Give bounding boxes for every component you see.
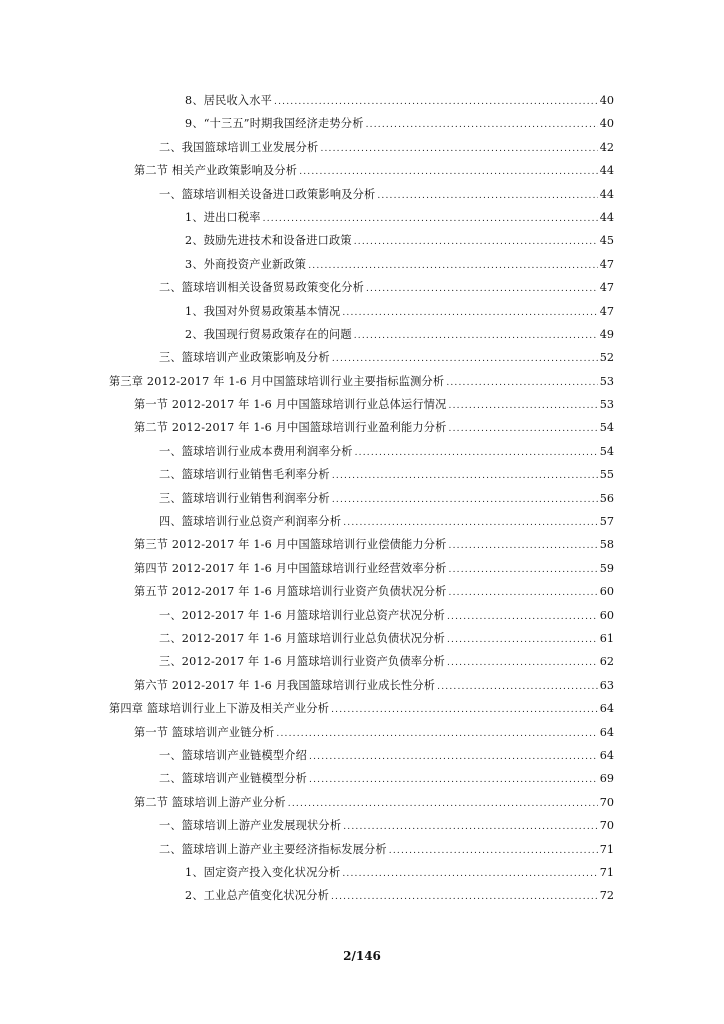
toc-entry[interactable] bbox=[0, 721, 724, 744]
dot-leader bbox=[299, 161, 598, 184]
toc-entry-title: 一、篮球培训上游产业发展现状分析 bbox=[159, 819, 342, 833]
toc-entry-page: 71 bbox=[599, 842, 614, 856]
toc-entry[interactable] bbox=[0, 674, 724, 697]
dot-leader bbox=[449, 559, 598, 582]
dot-leader bbox=[389, 840, 598, 863]
toc-entry-title: 二、篮球培训相关设备贸易政策变化分析 bbox=[159, 281, 364, 295]
toc-entry[interactable] bbox=[0, 206, 724, 229]
dot-leader bbox=[309, 769, 598, 792]
toc-entry-title: 一、篮球培训产业链模型介绍 bbox=[159, 748, 308, 762]
toc-entry[interactable] bbox=[0, 253, 724, 276]
dot-leader bbox=[447, 606, 598, 629]
toc-entry-page: 44 bbox=[599, 187, 614, 201]
dot-leader bbox=[343, 816, 598, 839]
dot-leader bbox=[332, 489, 598, 512]
toc-entry[interactable] bbox=[0, 183, 724, 206]
toc-entry-page: 42 bbox=[599, 140, 614, 154]
toc-entry-title: 二、篮球培训行业销售毛利率分析 bbox=[159, 468, 330, 482]
toc-entry-title: 9、“十三五”时期我国经济走势分析 bbox=[185, 117, 364, 131]
dot-leader bbox=[320, 138, 597, 161]
toc-entry-title: 第四节 2012-2017 年 1-6 月中国篮球培训行业经营效率分析 bbox=[134, 561, 447, 575]
toc-entry-title: 3、外商投资产业新政策 bbox=[185, 257, 307, 271]
dot-leader bbox=[276, 723, 597, 746]
dot-leader bbox=[342, 302, 597, 325]
dot-leader bbox=[309, 746, 598, 769]
toc-entry[interactable] bbox=[0, 416, 724, 439]
dot-leader bbox=[447, 652, 598, 675]
toc-entry[interactable] bbox=[0, 300, 724, 323]
toc-entry[interactable] bbox=[0, 276, 724, 299]
toc-entry[interactable] bbox=[0, 487, 724, 510]
toc-entry-page: 47 bbox=[599, 281, 614, 295]
dot-leader bbox=[342, 863, 597, 886]
toc-entry-page: 60 bbox=[599, 608, 614, 622]
toc-entry[interactable] bbox=[0, 346, 724, 369]
toc-entry-page: 56 bbox=[599, 491, 614, 505]
toc-entry-title: 一、篮球培训行业成本费用利润率分析 bbox=[159, 444, 353, 458]
toc-entry-page: 63 bbox=[599, 678, 614, 692]
toc-entry-title: 三、2012-2017 年 1-6 月篮球培训行业资产负债率分析 bbox=[159, 655, 445, 669]
toc-entry-page: 72 bbox=[599, 889, 614, 903]
toc-entry[interactable] bbox=[0, 463, 724, 486]
toc-entry[interactable] bbox=[0, 580, 724, 603]
toc-entry[interactable] bbox=[0, 838, 724, 861]
toc-entry-title: 1、我国对外贸易政策基本情况 bbox=[185, 304, 341, 318]
toc-entry[interactable] bbox=[0, 884, 724, 907]
toc-entry-title: 1、进出口税率 bbox=[185, 210, 261, 224]
toc-entry-page: 47 bbox=[599, 257, 614, 271]
dot-leader bbox=[449, 582, 598, 605]
toc-entry[interactable] bbox=[0, 229, 724, 252]
toc-entry-title: 1、固定资产投入变化状况分析 bbox=[185, 865, 341, 879]
dot-leader bbox=[263, 208, 598, 231]
toc-entry[interactable] bbox=[0, 767, 724, 790]
toc-entry-title: 二、篮球培训产业链模型分析 bbox=[159, 772, 308, 786]
toc-entry-title: 第二节 相关产业政策影响及分析 bbox=[134, 164, 298, 178]
toc-entry-title: 一、篮球培训相关设备进口政策影响及分析 bbox=[159, 187, 376, 201]
toc-entry[interactable] bbox=[0, 159, 724, 182]
toc-entry-title: 一、2012-2017 年 1-6 月篮球培训行业总资产状况分析 bbox=[159, 608, 445, 622]
toc-entry-page: 62 bbox=[599, 655, 614, 669]
dot-leader bbox=[343, 512, 598, 535]
toc-entry[interactable] bbox=[0, 814, 724, 837]
toc-entry-title: 二、2012-2017 年 1-6 月篮球培训行业总负债状况分析 bbox=[159, 631, 445, 645]
toc-entry-page: 53 bbox=[599, 398, 614, 412]
page-number: 2/146 bbox=[343, 949, 381, 963]
dot-leader bbox=[274, 91, 598, 114]
dot-leader bbox=[355, 442, 598, 465]
dot-leader bbox=[288, 793, 598, 816]
toc-entry-page: 53 bbox=[599, 374, 614, 388]
toc-entry-page: 44 bbox=[599, 210, 614, 224]
dot-leader bbox=[446, 372, 597, 395]
toc-entry-title: 第三节 2012-2017 年 1-6 月中国篮球培训行业偿债能力分析 bbox=[134, 538, 447, 552]
toc-entry-title: 2、我国现行贸易政策存在的问题 bbox=[185, 327, 352, 341]
toc-entry[interactable] bbox=[0, 112, 724, 135]
toc-entry-title: 第六节 2012-2017 年 1-6 月我国篮球培训行业成长性分析 bbox=[134, 678, 436, 692]
toc-entry-page: 44 bbox=[599, 164, 614, 178]
dot-leader bbox=[449, 418, 598, 441]
dot-leader bbox=[354, 231, 598, 254]
dot-leader bbox=[449, 535, 598, 558]
toc-entry[interactable] bbox=[0, 136, 724, 159]
dot-leader bbox=[437, 676, 598, 699]
dot-leader bbox=[331, 699, 598, 722]
dot-leader bbox=[377, 185, 597, 208]
toc-entry-title: 第一节 篮球培训产业链分析 bbox=[134, 725, 275, 739]
toc-entry-page: 61 bbox=[599, 631, 614, 645]
toc-entry-page: 64 bbox=[599, 725, 614, 739]
toc-entry-page: 54 bbox=[599, 421, 614, 435]
dot-leader bbox=[366, 114, 598, 137]
dot-leader bbox=[332, 465, 598, 488]
dot-leader bbox=[366, 278, 598, 301]
toc-entry-page: 52 bbox=[599, 351, 614, 365]
dot-leader bbox=[449, 395, 598, 418]
table-of-contents bbox=[0, 89, 724, 908]
toc-entry-page: 64 bbox=[599, 702, 614, 716]
toc-entry[interactable] bbox=[0, 370, 724, 393]
toc-entry-page: 64 bbox=[599, 748, 614, 762]
toc-entry[interactable] bbox=[0, 440, 724, 463]
toc-entry[interactable] bbox=[0, 533, 724, 556]
toc-entry[interactable] bbox=[0, 393, 724, 416]
toc-entry-page: 47 bbox=[599, 304, 614, 318]
toc-entry-title: 四、篮球培训行业总资产利润率分析 bbox=[159, 515, 342, 529]
toc-entry[interactable] bbox=[0, 861, 724, 884]
toc-entry-title: 8、居民收入水平 bbox=[185, 94, 273, 107]
toc-entry-title: 二、我国篮球培训工业发展分析 bbox=[159, 140, 319, 154]
toc-entry-page: 40 bbox=[599, 117, 614, 131]
toc-entry[interactable] bbox=[0, 791, 724, 814]
toc-entry-page: 70 bbox=[599, 795, 614, 809]
toc-entry-title: 2、工业总产值变化状况分析 bbox=[185, 889, 329, 903]
dot-leader bbox=[308, 255, 598, 278]
toc-entry-page: 71 bbox=[599, 865, 614, 879]
toc-entry[interactable] bbox=[0, 744, 724, 767]
toc-entry-page: 54 bbox=[599, 444, 614, 458]
dot-leader bbox=[354, 325, 598, 348]
toc-entry-page: 58 bbox=[599, 538, 614, 552]
toc-entry-title: 第四章 篮球培训行业上下游及相关产业分析 bbox=[109, 702, 330, 716]
toc-entry-page: 59 bbox=[599, 561, 614, 575]
toc-entry[interactable] bbox=[0, 510, 724, 533]
dot-leader bbox=[331, 886, 598, 909]
toc-entry[interactable] bbox=[0, 627, 724, 650]
dot-leader bbox=[332, 348, 598, 371]
dot-leader bbox=[447, 629, 598, 652]
toc-entry-title: 第一节 2012-2017 年 1-6 月中国篮球培训行业总体运行情况 bbox=[134, 398, 447, 412]
toc-entry-page: 40 bbox=[599, 94, 614, 107]
toc-entry-page: 69 bbox=[599, 772, 614, 786]
toc-entry[interactable] bbox=[0, 697, 724, 720]
toc-entry[interactable] bbox=[0, 604, 724, 627]
toc-entry-page: 55 bbox=[599, 468, 614, 482]
toc-entry-page: 49 bbox=[599, 327, 614, 341]
toc-entry-title: 第五节 2012-2017 年 1-6 月篮球培训行业资产负债状况分析 bbox=[134, 585, 447, 599]
toc-entry-title: 三、篮球培训产业政策影响及分析 bbox=[159, 351, 330, 365]
toc-entry-title: 第三章 2012-2017 年 1-6 月中国篮球培训行业主要指标监测分析 bbox=[109, 374, 445, 388]
toc-entry[interactable] bbox=[0, 650, 724, 673]
toc-entry-page: 70 bbox=[599, 819, 614, 833]
toc-entry-title: 三、篮球培训行业销售利润率分析 bbox=[159, 491, 330, 505]
toc-entry-title: 第二节 篮球培训上游产业分析 bbox=[134, 795, 286, 809]
toc-entry-title: 2、鼓励先进技术和设备进口政策 bbox=[185, 234, 352, 248]
toc-entry[interactable] bbox=[0, 323, 724, 346]
toc-entry-page: 45 bbox=[599, 234, 614, 248]
toc-entry[interactable] bbox=[0, 557, 724, 580]
toc-entry[interactable] bbox=[0, 89, 724, 112]
toc-entry-title: 第二节 2012-2017 年 1-6 月中国篮球培训行业盈利能力分析 bbox=[134, 421, 447, 435]
toc-entry-page: 60 bbox=[599, 585, 614, 599]
toc-entry-page: 57 bbox=[599, 515, 614, 529]
toc-entry-title: 二、篮球培训上游产业主要经济指标发展分析 bbox=[159, 842, 387, 856]
